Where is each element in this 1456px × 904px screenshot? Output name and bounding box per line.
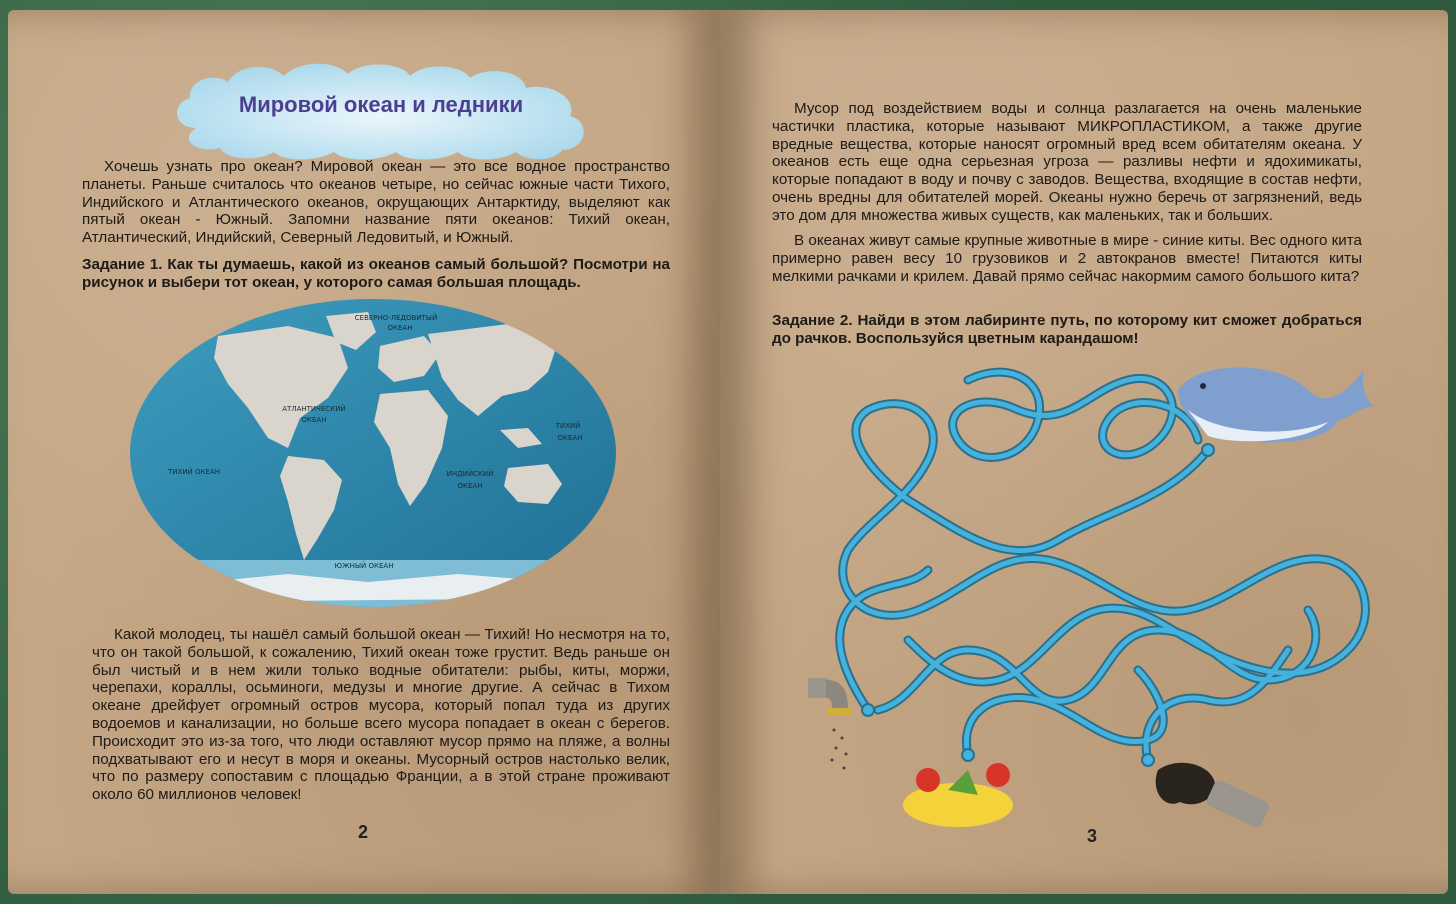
label-arctic-2: ОКЕАН (387, 324, 413, 332)
shrimp-icon (903, 763, 1013, 827)
whale-icon (1178, 368, 1374, 443)
label-southern: ЮЖНЫЙ ОКЕАН (334, 562, 394, 570)
label-atlantic-1: АТЛАНТИЧЕСКИЙ (282, 405, 346, 413)
label-arctic-1: СЕВЕРНО-ЛЕДОВИТЫЙ (354, 314, 438, 322)
page-number-left: 2 (358, 822, 369, 842)
label-pacific-west: ТИХИЙ ОКЕАН (168, 468, 220, 476)
label-atlantic-2: ОКЕАН (301, 416, 327, 424)
world-ocean-map (128, 298, 618, 608)
label-indian-1: ИНДИЙСКИЙ (446, 470, 494, 478)
story-paragraph: Какой молодец, ты нашёл самый большой океан — Тихий! Но несмотря на то, что он такой большой, к сожалению, Тихий океан тоже грустит. Ведь раньше он был чистый и в нем жили только водные обитатели: рыбы, киты, моржи, черепахи, кораллы, осьминоги, медузы и многие другие. А сейчас в Тихом океане дрейфует огромный остров мусора, который попал туда из других водоемов и канализации, но больше всего мусора попадает в океан с берегов. Происходит это из-за того, что люди оставляют мусор прямо на пляже, а волны подхватывают его и несут в моря и океаны. Мусорный остров настолько велик, что по размеру сопоставим с площадью Франции, а в этой стране проживают около 60 миллионов человек! (92, 626, 670, 804)
oil-barrel-icon (1156, 763, 1271, 830)
pipe-icon (808, 674, 852, 770)
intro-paragraph: Хочешь узнать про океан? Мировой океан — это все водное пространство планеты. Раньше считалось что океанов четыре, но сейчас южные части Тихого, Индийского и Атлантического океанов, окрущающих Антарктиду, выделяют как пятый океан - Южный. Запомни название пяти океанов: Тихий океан, Атлантический, Индийский, Северный Ледовитый, и Южный. (82, 158, 670, 247)
whale-paragraph: В океанах живут самые крупные животные в мире - синие киты. Вес одного кита примерно равен весу 10 грузовиков и 2 автокранов вместе! Питаются киты мелкими рачками и крилем. Давай прямо сейчас накормим самого большого кита? (772, 232, 1362, 285)
page-number-right: 3 (1087, 826, 1098, 846)
page-title: Мировой океан и ледники (238, 92, 524, 117)
maze-illustration (808, 350, 1398, 840)
label-pacific-east-2: ОКЕАН (557, 434, 583, 442)
microplastic-paragraph: Мусор под воздействием воды и солнца разлагается на очень маленькие частички пластика, которые называют МИКРОПЛАСТИКОМ, а также другие вредные вещества, которые наносят огромный вред всем обитателям океана. У океанов есть еще одна серьезная угроза — разливы нефти и ядохимикаты, которые попадают в воду и почву с заводов. Вещества, входящие в состав нефти, очень вредны для обитателей морей. Океаны нужно беречь от загрязнений, ведь это дом для множества живых существ, как маленьких, так и больших. (772, 100, 1362, 224)
task-1: Задание 1. Как ты думаешь, какой из океанов самый большой? Посмотри на рисунок и выбери тот океан, у которого самая большая площадь. (82, 256, 670, 291)
label-pacific-east-1: ТИХИЙ (555, 422, 581, 430)
task-2: Задание 2. Найди в этом лабиринте путь, по которому кит сможет добраться до рачков. Воспользуйся цветным карандашом! (772, 312, 1362, 347)
label-indian-2: ОКЕАН (457, 482, 483, 490)
